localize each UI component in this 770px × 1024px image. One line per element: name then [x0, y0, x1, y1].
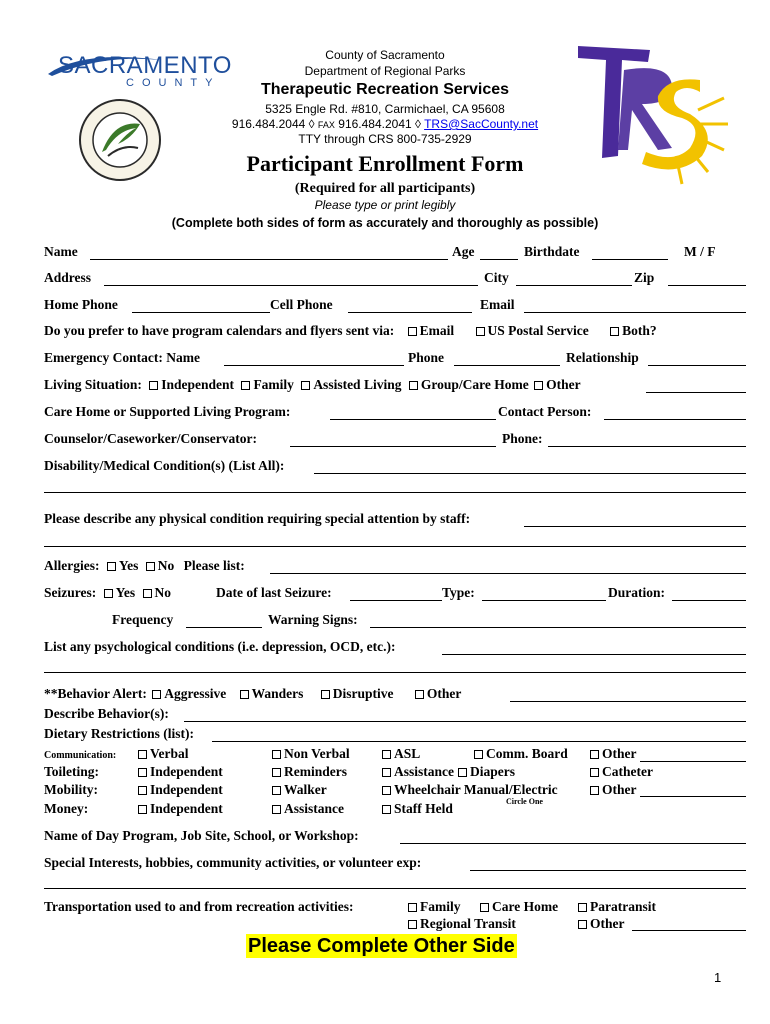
fax-number: 916.484.2041	[338, 117, 412, 131]
seizures-no-option: No	[154, 585, 171, 600]
independent-checkbox[interactable]	[149, 381, 158, 390]
walker-checkbox[interactable]	[272, 786, 281, 795]
paratransit-cell	[574, 899, 656, 915]
gender-label[interactable]: M / F	[684, 244, 716, 259]
city-field[interactable]	[516, 285, 632, 286]
money-independent-cell	[134, 801, 223, 817]
allergies-no-checkbox[interactable]	[146, 562, 155, 571]
relationship-label: Relationship	[566, 350, 639, 365]
physical-condition-field[interactable]	[524, 526, 746, 527]
other-comm-cell	[586, 746, 637, 762]
day-program-field[interactable]	[400, 843, 746, 844]
staff-held-option: Staff Held	[394, 801, 453, 816]
behavior-alert-label: **Behavior Alert:	[44, 686, 147, 701]
logo-word-sacramento: SACRAMENTO	[58, 52, 232, 79]
toileting-label: Toileting:	[44, 764, 100, 779]
counselor-field[interactable]	[290, 446, 496, 447]
aggressive-option: Aggressive	[164, 686, 227, 701]
transport-family-checkbox[interactable]	[408, 903, 417, 912]
nonverbal-option: Non Verbal	[284, 746, 350, 761]
asl-cell	[378, 746, 420, 762]
emergency-phone-label: Phone	[408, 350, 445, 365]
disruptive-checkbox[interactable]	[321, 690, 330, 699]
money-label: Money:	[44, 801, 89, 816]
other-living-checkbox[interactable]	[534, 381, 543, 390]
diamond-icon: ◊	[415, 117, 421, 131]
mobility-independent-checkbox[interactable]	[138, 786, 147, 795]
money-assistance-checkbox[interactable]	[272, 805, 281, 814]
disruptive-option: Disruptive	[332, 686, 394, 701]
transport-label: Transportation used to and from recreation activities:	[44, 899, 354, 914]
interests-field[interactable]	[470, 870, 746, 871]
reminders-cell	[268, 764, 347, 780]
transport-family-option: Family	[420, 899, 461, 914]
money-independent-checkbox[interactable]	[138, 805, 147, 814]
money-assistance-cell	[268, 801, 344, 817]
home-phone-label: Home Phone	[44, 297, 118, 312]
other-comm-checkbox[interactable]	[590, 750, 599, 759]
logo-word-county: COUNTY	[126, 77, 221, 89]
verbal-cell	[134, 746, 189, 762]
behavior-alert-row	[44, 686, 461, 702]
allergies-field[interactable]	[270, 573, 746, 574]
care-home-label: Care Home or Supported Living Program:	[44, 404, 291, 419]
independent-option: Independent	[161, 377, 235, 392]
describe-behavior-field[interactable]	[184, 721, 746, 722]
transport-care-home-checkbox[interactable]	[480, 903, 489, 912]
mail-preference-label: Do you prefer to have program calendars and flyers sent via:	[44, 323, 395, 338]
counselor-phone-label: Phone:	[502, 431, 543, 446]
care-home-field[interactable]	[330, 419, 496, 420]
transport-care-home-option: Care Home	[492, 899, 559, 914]
dietary-field[interactable]	[212, 741, 746, 742]
seizures-yes-option: Yes	[115, 585, 136, 600]
contact-person-field[interactable]	[604, 419, 746, 420]
staff-held-cell	[378, 801, 453, 817]
email-option: Email	[419, 323, 455, 338]
relationship-field[interactable]	[648, 365, 746, 366]
group-home-option: Group/Care Home	[420, 377, 529, 392]
email-link[interactable]: TRS@SacCounty.net	[424, 117, 539, 131]
wanders-option: Wanders	[251, 686, 304, 701]
contact-person-label: Contact Person:	[498, 404, 592, 419]
fax-label: FAX	[317, 120, 335, 130]
diapers-checkbox[interactable]	[458, 768, 467, 777]
group-home-checkbox[interactable]	[409, 381, 418, 390]
email-checkbox[interactable]	[408, 327, 417, 336]
cell-phone-label: Cell Phone	[270, 297, 333, 312]
page-number: 1	[714, 970, 722, 985]
seizures-label: Seizures:	[44, 585, 97, 600]
psych-field-line2[interactable]	[44, 672, 746, 673]
age-label: Age	[452, 244, 475, 259]
other-mobility-option: Other	[602, 782, 637, 797]
birthdate-label: Birthdate	[524, 244, 580, 259]
transport-other-cell	[574, 916, 625, 932]
other-mobility-cell	[586, 782, 637, 798]
psych-field[interactable]	[442, 654, 746, 655]
psych-label: List any psychological conditions (i.e. depression, OCD, etc.):	[44, 639, 396, 654]
interests-field-line2[interactable]	[44, 888, 746, 889]
other-behavior-field[interactable]	[510, 701, 746, 702]
tty-line: TTY through CRS 800-735-2929	[298, 132, 472, 146]
frequency-field[interactable]	[186, 627, 262, 628]
catheter-checkbox[interactable]	[590, 768, 599, 777]
toileting-assistance-checkbox[interactable]	[382, 768, 391, 777]
address-field[interactable]	[104, 285, 478, 286]
age-field[interactable]	[480, 259, 518, 260]
verbal-checkbox[interactable]	[138, 750, 147, 759]
both-option: Both?	[622, 323, 657, 338]
assisted-living-option: Assisted Living	[313, 377, 402, 392]
wheelchair-checkbox[interactable]	[382, 786, 391, 795]
toileting-independent-option: Independent	[150, 764, 223, 779]
money-independent-option: Independent	[150, 801, 223, 816]
disability-field[interactable]	[314, 473, 746, 474]
form-subtitle: (Required for all participants)	[294, 181, 476, 196]
seizure-type-field[interactable]	[482, 600, 606, 601]
county-name: County of Sacramento	[325, 48, 445, 62]
money-assistance-option: Assistance	[284, 801, 344, 816]
regional-transit-checkbox[interactable]	[408, 920, 417, 929]
staff-held-checkbox[interactable]	[382, 805, 391, 814]
office-address: 5325 Engle Rd. #810, Carmichael, CA 95608	[265, 102, 505, 116]
seizure-duration-field[interactable]	[672, 600, 746, 601]
aggressive-checkbox[interactable]	[152, 690, 161, 699]
disability-label: Disability/Medical Condition(s) (List All):	[44, 458, 285, 473]
transport-other-option: Other	[590, 916, 625, 931]
seizures-no-checkbox[interactable]	[143, 589, 152, 598]
allergies-label: Allergies:	[44, 558, 100, 573]
interests-label: Special Interests, hobbies, community activities, or volunteer exp:	[44, 855, 422, 870]
both-checkbox[interactable]	[610, 327, 619, 336]
counselor-phone-field[interactable]	[548, 446, 746, 447]
assisted-living-checkbox[interactable]	[301, 381, 310, 390]
family-checkbox[interactable]	[241, 381, 250, 390]
instruction-complete: (Complete both sides of form as accurately and thoroughly as possible)	[171, 216, 599, 230]
circle-one-note: Circle One	[506, 797, 543, 806]
transport-other-checkbox[interactable]	[578, 920, 587, 929]
asl-checkbox[interactable]	[382, 750, 391, 759]
comm-board-option: Comm. Board	[486, 746, 568, 761]
transport-other-field[interactable]	[632, 930, 746, 931]
regional-transit-cell	[404, 916, 516, 932]
nonverbal-checkbox[interactable]	[272, 750, 281, 759]
wanders-checkbox[interactable]	[240, 690, 249, 699]
seizures-yes-checkbox[interactable]	[104, 589, 113, 598]
cell-phone-field[interactable]	[348, 312, 472, 313]
department-name: Department of Regional Parks	[304, 64, 466, 78]
seizure-duration-label: Duration:	[608, 585, 665, 600]
paratransit-option: Paratransit	[590, 899, 656, 914]
allergies-yes-checkbox[interactable]	[107, 562, 116, 571]
other-comm-field[interactable]	[640, 761, 746, 762]
allergies-list-label: Please list:	[183, 558, 245, 573]
zip-label: Zip	[634, 270, 655, 285]
catheter-option: Catheter	[602, 764, 653, 779]
walker-option: Walker	[284, 782, 327, 797]
disability-field-line2[interactable]	[44, 492, 746, 493]
contact-line	[0, 117, 770, 133]
catheter-cell	[586, 764, 653, 780]
mobility-label: Mobility:	[44, 782, 98, 797]
zip-field[interactable]	[668, 285, 746, 286]
postal-checkbox[interactable]	[476, 327, 485, 336]
allergies-yes-option: Yes	[118, 558, 139, 573]
email-label: Email	[480, 297, 515, 312]
nonverbal-cell	[268, 746, 350, 762]
warning-signs-label: Warning Signs:	[268, 612, 358, 627]
postal-option: US Postal Service	[487, 323, 589, 338]
email-field[interactable]	[524, 312, 746, 313]
frequency-label: Frequency	[112, 612, 174, 627]
birthdate-field[interactable]	[592, 259, 668, 260]
toileting-independent-cell	[134, 764, 223, 780]
communication-label: Communication:	[44, 750, 117, 761]
address-label: Address	[44, 270, 92, 285]
allergies-row	[44, 558, 245, 574]
comm-board-checkbox[interactable]	[474, 750, 483, 759]
toileting-independent-checkbox[interactable]	[138, 768, 147, 777]
regional-transit-option: Regional Transit	[420, 916, 516, 931]
walker-cell	[268, 782, 327, 798]
city-label: City	[484, 270, 509, 285]
communication-row	[44, 746, 116, 764]
mail-preference-row	[44, 323, 657, 339]
other-living-field[interactable]	[646, 392, 746, 393]
transport-family-cell	[404, 899, 461, 915]
other-behavior-checkbox[interactable]	[415, 690, 424, 699]
wheelchair-option: Wheelchair Manual/Electric	[394, 782, 558, 797]
asl-option: ASL	[394, 746, 421, 761]
verbal-option: Verbal	[150, 746, 189, 761]
instruction-legibly: Please type or print legibly	[314, 198, 456, 212]
reminders-option: Reminders	[284, 764, 347, 779]
emergency-name-field[interactable]	[224, 365, 404, 366]
day-program-label: Name of Day Program, Job Site, School, or Workshop:	[44, 828, 359, 843]
paratransit-checkbox[interactable]	[578, 903, 587, 912]
diapers-option: Diapers	[470, 764, 515, 779]
transport-care-home-cell	[476, 899, 558, 915]
reminders-checkbox[interactable]	[272, 768, 281, 777]
name-field[interactable]	[90, 259, 448, 260]
living-situation-row	[44, 377, 581, 393]
toileting-assistance-cell	[378, 764, 515, 780]
other-living-option: Other	[546, 377, 581, 392]
allergies-no-option: No	[157, 558, 175, 573]
seizures-row	[44, 585, 171, 601]
toileting-assistance-option: Assistance	[394, 764, 454, 779]
other-behavior-option: Other	[426, 686, 462, 701]
emergency-phone-field[interactable]	[454, 365, 560, 366]
describe-behavior-label: Describe Behavior(s):	[44, 706, 169, 721]
other-mobility-checkbox[interactable]	[590, 786, 599, 795]
name-label: Name	[44, 244, 78, 259]
physical-condition-label: Please describe any physical condition requiring special attention by staff:	[44, 511, 471, 526]
living-situation-label: Living Situation:	[44, 377, 142, 392]
dietary-label: Dietary Restrictions (list):	[44, 726, 194, 741]
complete-other-side-notice: Please Complete Other Side	[248, 935, 515, 957]
comm-board-cell	[470, 746, 568, 762]
counselor-label: Counselor/Caseworker/Conservator:	[44, 431, 257, 446]
diamond-icon: ◊	[308, 117, 315, 131]
phone-number: 916.484.2044	[231, 117, 306, 131]
mobility-independent-option: Independent	[150, 782, 223, 797]
other-comm-option: Other	[602, 746, 637, 761]
other-mobility-field[interactable]	[640, 796, 746, 797]
warning-signs-field[interactable]	[370, 627, 746, 628]
seizure-type-label: Type:	[442, 585, 475, 600]
family-option: Family	[253, 377, 294, 392]
mobility-independent-cell	[134, 782, 223, 798]
home-phone-field[interactable]	[132, 312, 270, 313]
physical-condition-line2[interactable]	[44, 546, 746, 547]
last-seizure-label: Date of last Seizure:	[216, 585, 332, 600]
emergency-name-label: Emergency Contact: Name	[44, 350, 200, 365]
form-title: Participant Enrollment Form	[246, 151, 524, 176]
wheelchair-cell	[378, 782, 558, 798]
division-name: Therapeutic Recreation Services	[260, 81, 510, 98]
last-seizure-field[interactable]	[350, 600, 442, 601]
